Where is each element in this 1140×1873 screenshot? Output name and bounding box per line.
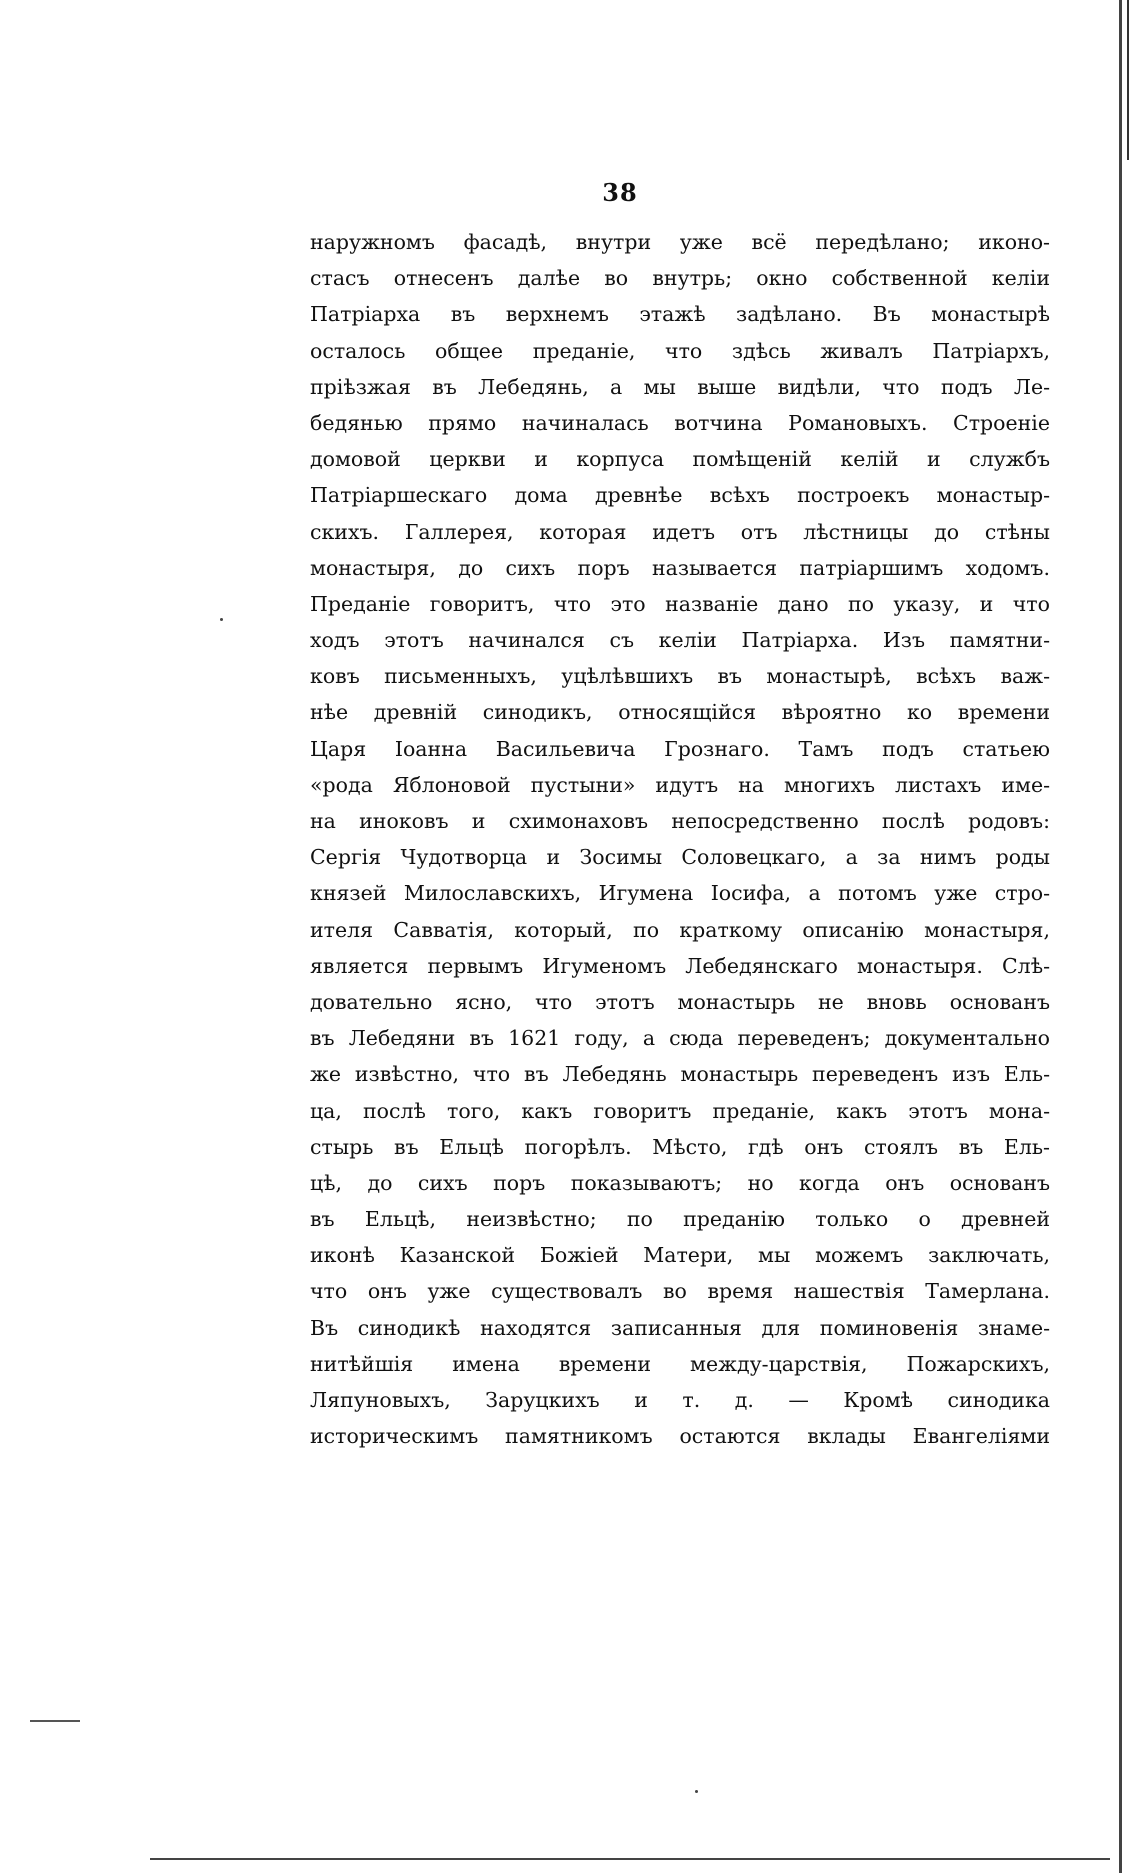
text-line: пріѣзжая въ Лебедянь, а мы выше видѣли, что подъ Ле- [310,374,1050,399]
text-line: Въ синодикѣ находятся записанныя для поминовенія знаме- [310,1315,1050,1340]
text-line: довательно ясно, что этотъ монастырь не вновь основанъ [310,989,1050,1014]
text-line: ца, послѣ того, какъ говоритъ преданіе, какъ этотъ мона- [310,1098,1050,1123]
text-line: же извѣстно, что въ Лебедянь монастырь переведенъ изъ Ель- [310,1062,1050,1087]
scan-speck [220,618,223,621]
page-number: 38 [602,178,638,207]
text-line: бедянью прямо начиналась вотчина Романовыхъ. Строеніе [310,410,1050,435]
page-binding-shadow [1127,0,1129,160]
text-line: въ Лебедяни въ 1621 году, а сюда переведенъ; документально [310,1026,1050,1051]
text-line: историческимъ памятникомъ остаются вклады Евангеліями [310,1424,1050,1449]
text-line: нѣе древній синодикъ, относящійся вѣроятно ко времени [310,700,1050,725]
page-binding-edge [1119,0,1122,1873]
text-line: скихъ. Галлерея, которая идетъ отъ лѣстницы до стѣны [310,519,1050,544]
scan-bottom-edge [150,1858,1110,1860]
text-line: что онъ уже существовалъ во время нашествія Тамерлана. [310,1279,1050,1304]
text-line: въ Ельцѣ, неизвѣстно; по преданію только о древней [310,1207,1050,1232]
text-line: нитѣйшія имена времени между-царствія, Пожарскихъ, [310,1351,1050,1376]
text-line: цѣ, до сихъ поръ показываютъ; но когда онъ основанъ [310,1170,1050,1195]
text-line: на иноковъ и схимонаховъ непосредственно послѣ родовъ: [310,809,1050,833]
text-line: Патріарха въ верхнемъ этажѣ задѣлано. Въ монастырѣ [310,302,1050,327]
text-line: Преданіе говоритъ, что это названіе дано по указу, и что [310,591,1050,616]
text-line: домовой церкви и корпуса помѣщеній келій и службъ [310,447,1050,472]
text-line: является первымъ Игуменомъ Лебедянскаго монастыря. Слѣ- [310,953,1050,978]
text-line: стырь въ Ельцѣ погорѣлъ. Мѣсто, гдѣ онъ стоялъ въ Ель- [310,1134,1050,1159]
text-line: ковъ письменныхъ, уцѣлѣвшихъ въ монастырѣ, всѣхъ важ- [310,664,1050,689]
text-line: Патріаршескаго дома древнѣе всѣхъ построекъ монастыр- [310,483,1050,508]
text-line: стасъ отнесенъ далѣе во внутрь; окно собственной келіи [310,266,1050,291]
text-line: наружномъ фасадѣ, внутри уже всё передѣлано; иконо- [310,230,1050,254]
margin-mark [30,1720,80,1722]
text-line: ходъ этотъ начинался съ келіи Патріарха. Изъ памятни- [310,628,1050,653]
text-line: Ляпуновыхъ, Заруцкихъ и т. д. — Кромѣ синодика [310,1388,1050,1412]
text-line: князей Милославскихъ, Игумена Іосифа, а потомъ уже стро- [310,881,1050,906]
text-line: ителя Савватія, который, по краткому описанію монастыря, [310,917,1050,942]
text-line: иконѣ Казанской Божіей Матери, мы можемъ заключать, [310,1243,1050,1268]
body-text [310,224,1050,1454]
scan-speck [695,1790,698,1793]
text-line: Сергія Чудотворца и Зосимы Соловецкаго, а за нимъ роды [310,845,1050,870]
text-line: «рода Яблоновой пустыни» идутъ на многихъ листахъ име- [310,772,1050,797]
text-line: монастыря, до сихъ поръ называется патріаршимъ ходомъ. [310,555,1050,580]
text-line: Царя Іоанна Васильевича Грознаго. Тамъ подъ статьею [310,736,1050,761]
text-line: осталось общее преданіе, что здѣсь живалъ Патріархъ, [310,338,1050,363]
